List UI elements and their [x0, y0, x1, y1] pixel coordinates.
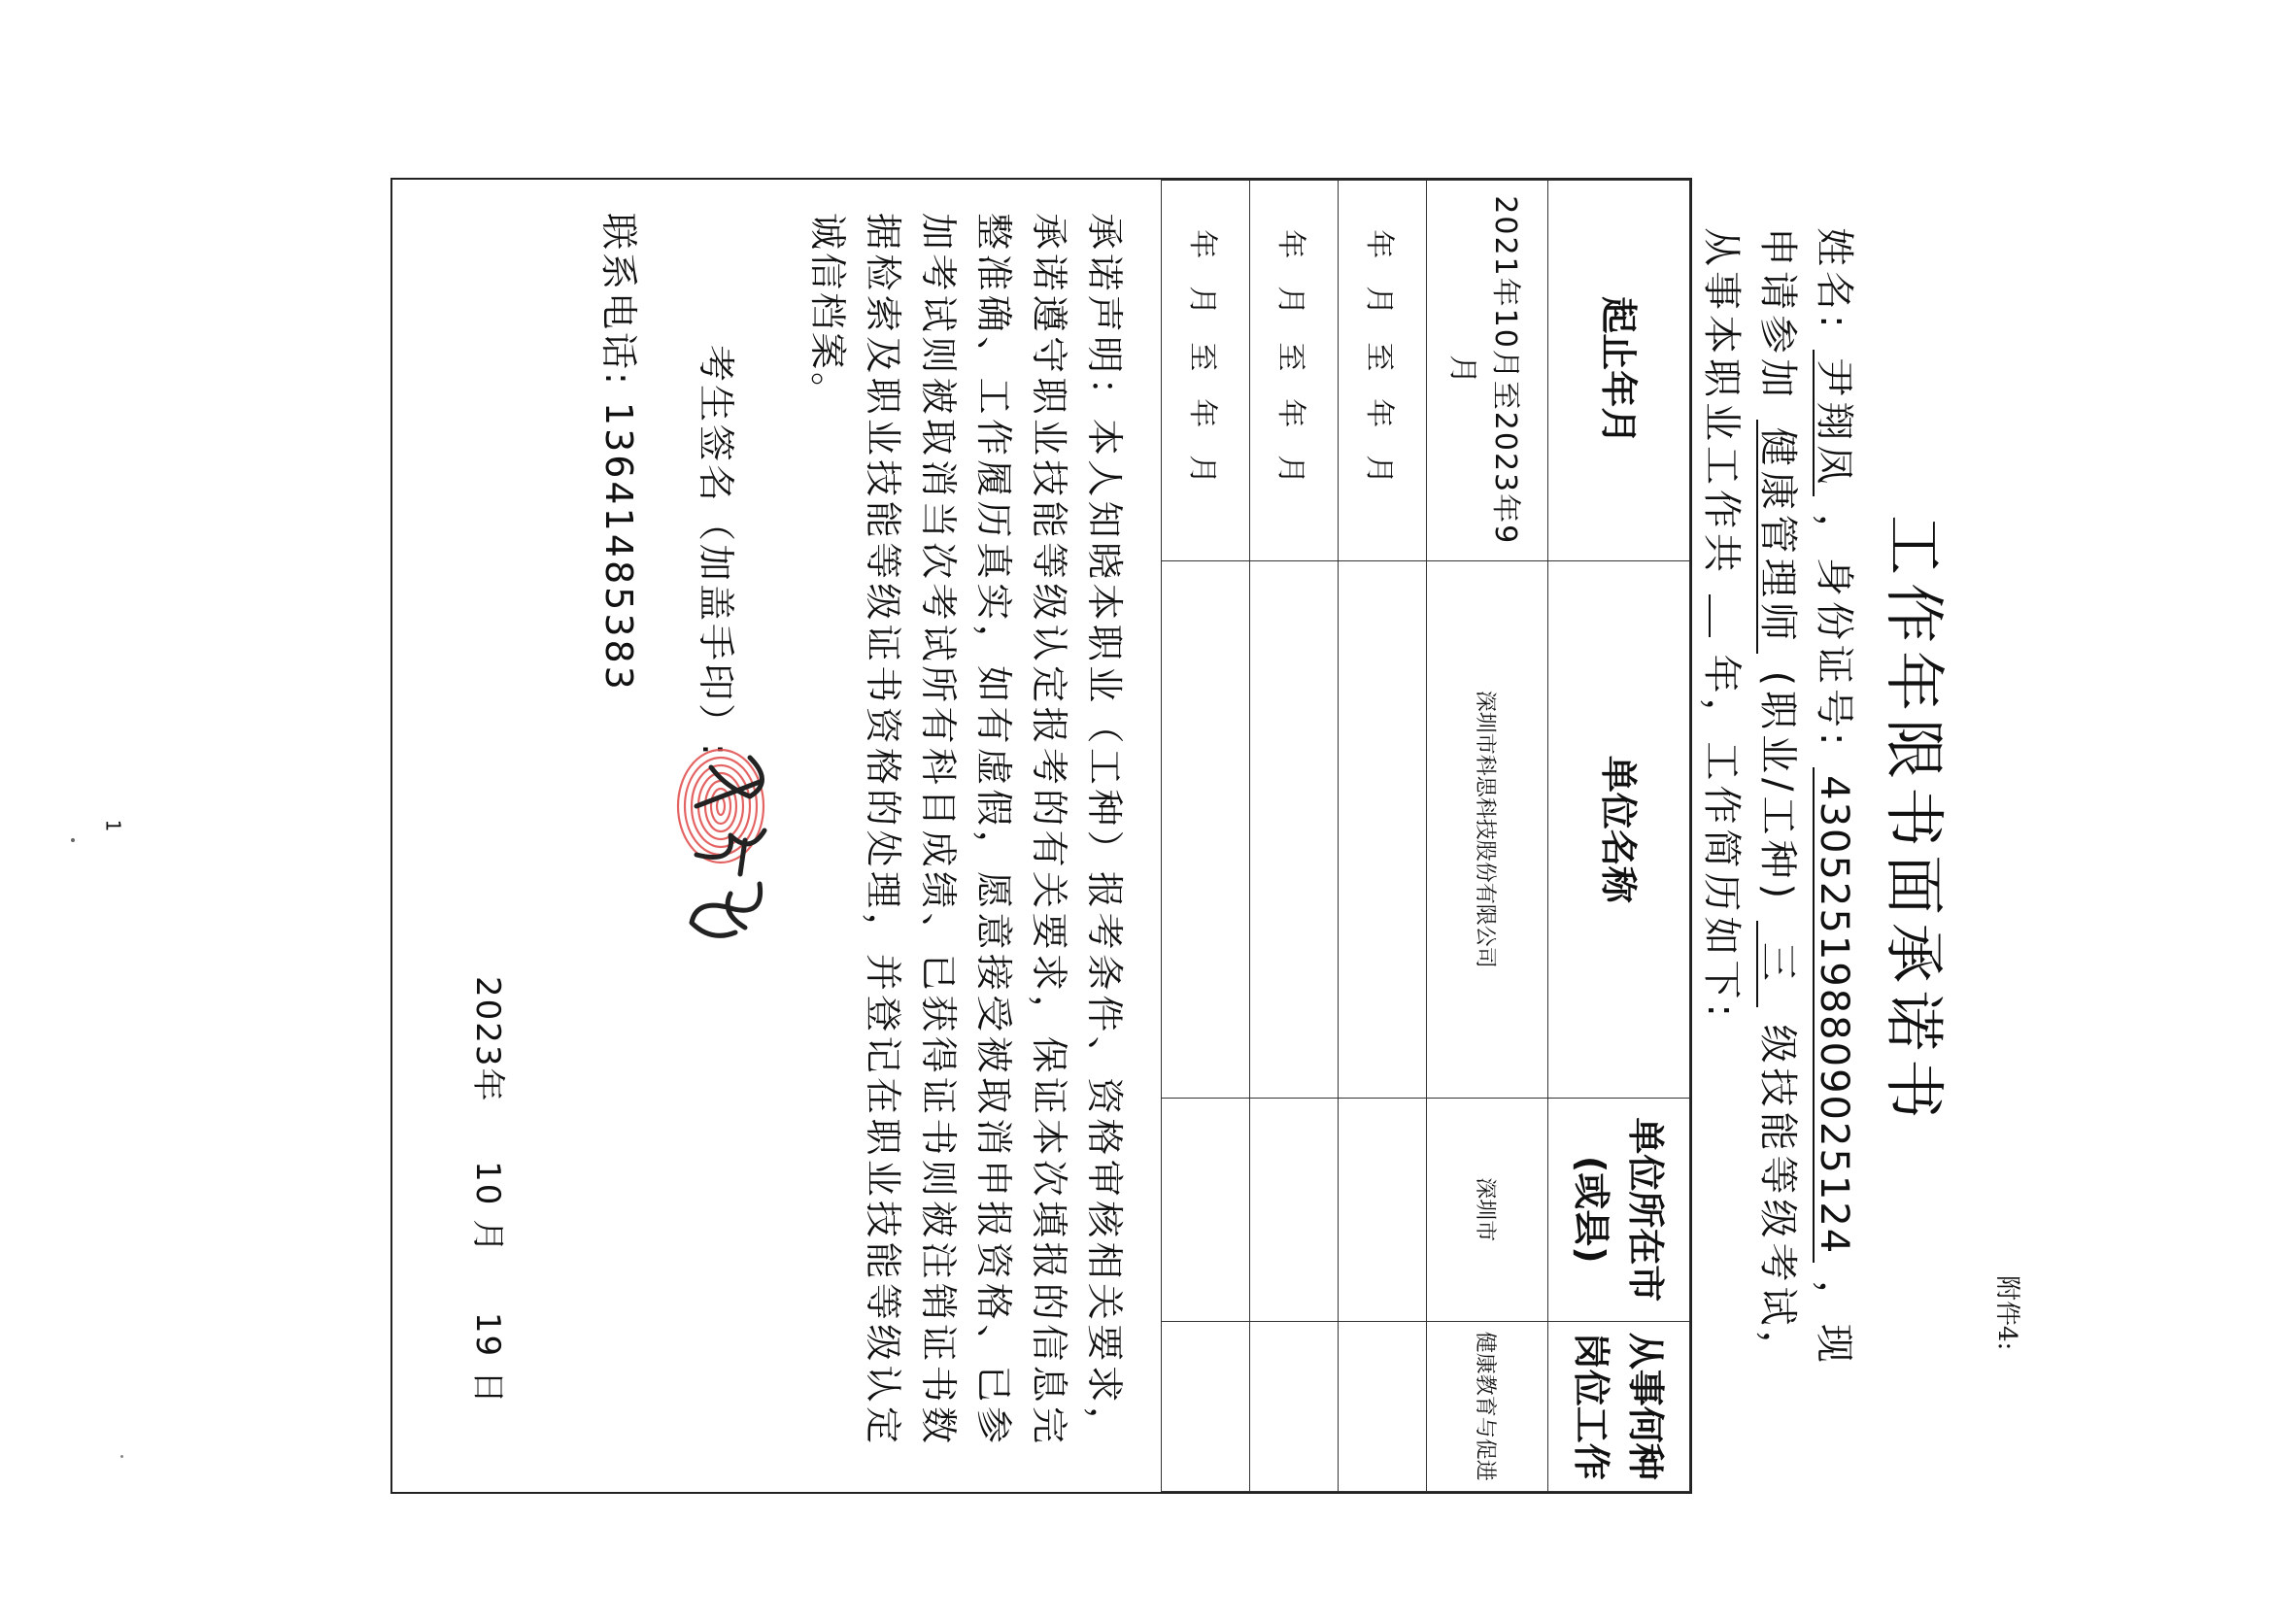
signature-label: 考生签名（加盖手印）: — [695, 345, 737, 759]
page-number: 1 — [101, 819, 125, 832]
signing-date — [467, 976, 515, 1405]
dot-mark — [71, 838, 75, 842]
cell-city — [1162, 1099, 1250, 1322]
signature-line — [693, 345, 746, 759]
years-value — [1709, 594, 1711, 637]
date-year: 2023 — [468, 976, 507, 1068]
table-row — [1162, 181, 1250, 1492]
header-company: 单位名称 — [1548, 560, 1690, 1099]
date-day-unit: 日 — [468, 1370, 507, 1405]
cell-city: 深圳市 — [1427, 1099, 1548, 1322]
table-row — [1339, 181, 1427, 1492]
level-value: 三 — [1756, 921, 1797, 1007]
table-row — [1250, 181, 1339, 1492]
document-title: 工作年限书面承诺书 — [1879, 514, 1950, 1127]
cell-period: 年月至年月 — [1250, 181, 1339, 561]
current-suffix: ，现 — [1812, 1279, 1856, 1368]
contact-label: 联系电话: — [597, 213, 640, 388]
cell-post — [1162, 1321, 1250, 1492]
apply-label: 申请参加 — [1755, 227, 1800, 402]
work-history-sheet — [390, 178, 1692, 1494]
years-suffix: 年，工作简历如下: — [1699, 654, 1744, 1022]
pledge-statement: 承诺声明：本人知晓本职业（工种）报考条件、资格审核相关要求，承诺遵守职业技能等级认定报考的有关要求，保证本次填报的信息完整准确、工作履历真实，如有虚假，愿意接受被取消申报资格、已参加考试则被取消当次考试所有科目成绩、已获得证书则被注销证书数据检索及职业技能等级证书资格的处理，并登记在职业技能等级认定诚信档案。 — [806, 213, 1126, 1446]
intro-line-2 — [1749, 227, 1806, 1529]
cell-period: 年月至年月 — [1162, 181, 1250, 561]
intro-line-1 — [1806, 227, 1862, 1529]
fingerprint-signature-mark — [662, 738, 789, 962]
cell-company: 深圳市科思科技股份有限公司 — [1427, 560, 1548, 1099]
cell-company — [1250, 560, 1339, 1099]
cell-post — [1250, 1321, 1339, 1492]
cell-company — [1339, 560, 1427, 1099]
header-period: 起止年月 — [1548, 181, 1690, 561]
cell-period: 2021年10月至2023年9月 — [1427, 181, 1548, 561]
occupation-value: 健康管理师 — [1756, 420, 1797, 654]
table-header-row — [1548, 181, 1690, 1492]
contact-phone: 13641485383 — [597, 401, 640, 693]
date-year-unit: 年 — [468, 1067, 507, 1103]
contact-line — [595, 213, 649, 693]
header-post: 从事何种 岗位工作 — [1548, 1321, 1690, 1492]
cell-company — [1162, 560, 1250, 1099]
cell-city — [1339, 1099, 1427, 1322]
applicant-intro — [1693, 227, 1862, 1529]
date-day: 19 — [468, 1311, 507, 1359]
document-page — [2, 17, 2273, 1624]
intro-line-3 — [1693, 227, 1749, 1529]
cell-post: 健康教育与促进 — [1427, 1321, 1548, 1492]
cell-post — [1339, 1321, 1427, 1492]
occupation-suffix: (职业/工种) — [1755, 670, 1800, 904]
table-row — [1427, 181, 1548, 1492]
work-history-table — [1161, 180, 1690, 1492]
years-prefix: 从事本职业工作共 — [1699, 227, 1744, 577]
date-month-unit: 月 — [468, 1219, 507, 1255]
name-label: 姓名: — [1812, 227, 1856, 333]
date-month: 10 — [468, 1161, 507, 1207]
header-city: 单位所在市 (或县) — [1548, 1099, 1690, 1322]
cell-period: 年月至年月 — [1339, 181, 1427, 561]
dot-mark — [120, 1455, 123, 1458]
level-suffix: 级技能等级考试， — [1755, 1024, 1800, 1374]
cell-city — [1250, 1099, 1339, 1322]
attachment-label: 附件4: — [1992, 1275, 2021, 1351]
id-label: ，身份证号: — [1812, 513, 1856, 751]
name-value: 尹翔凤 — [1813, 350, 1853, 496]
id-number-value: 430525198809025124 — [1813, 767, 1853, 1263]
